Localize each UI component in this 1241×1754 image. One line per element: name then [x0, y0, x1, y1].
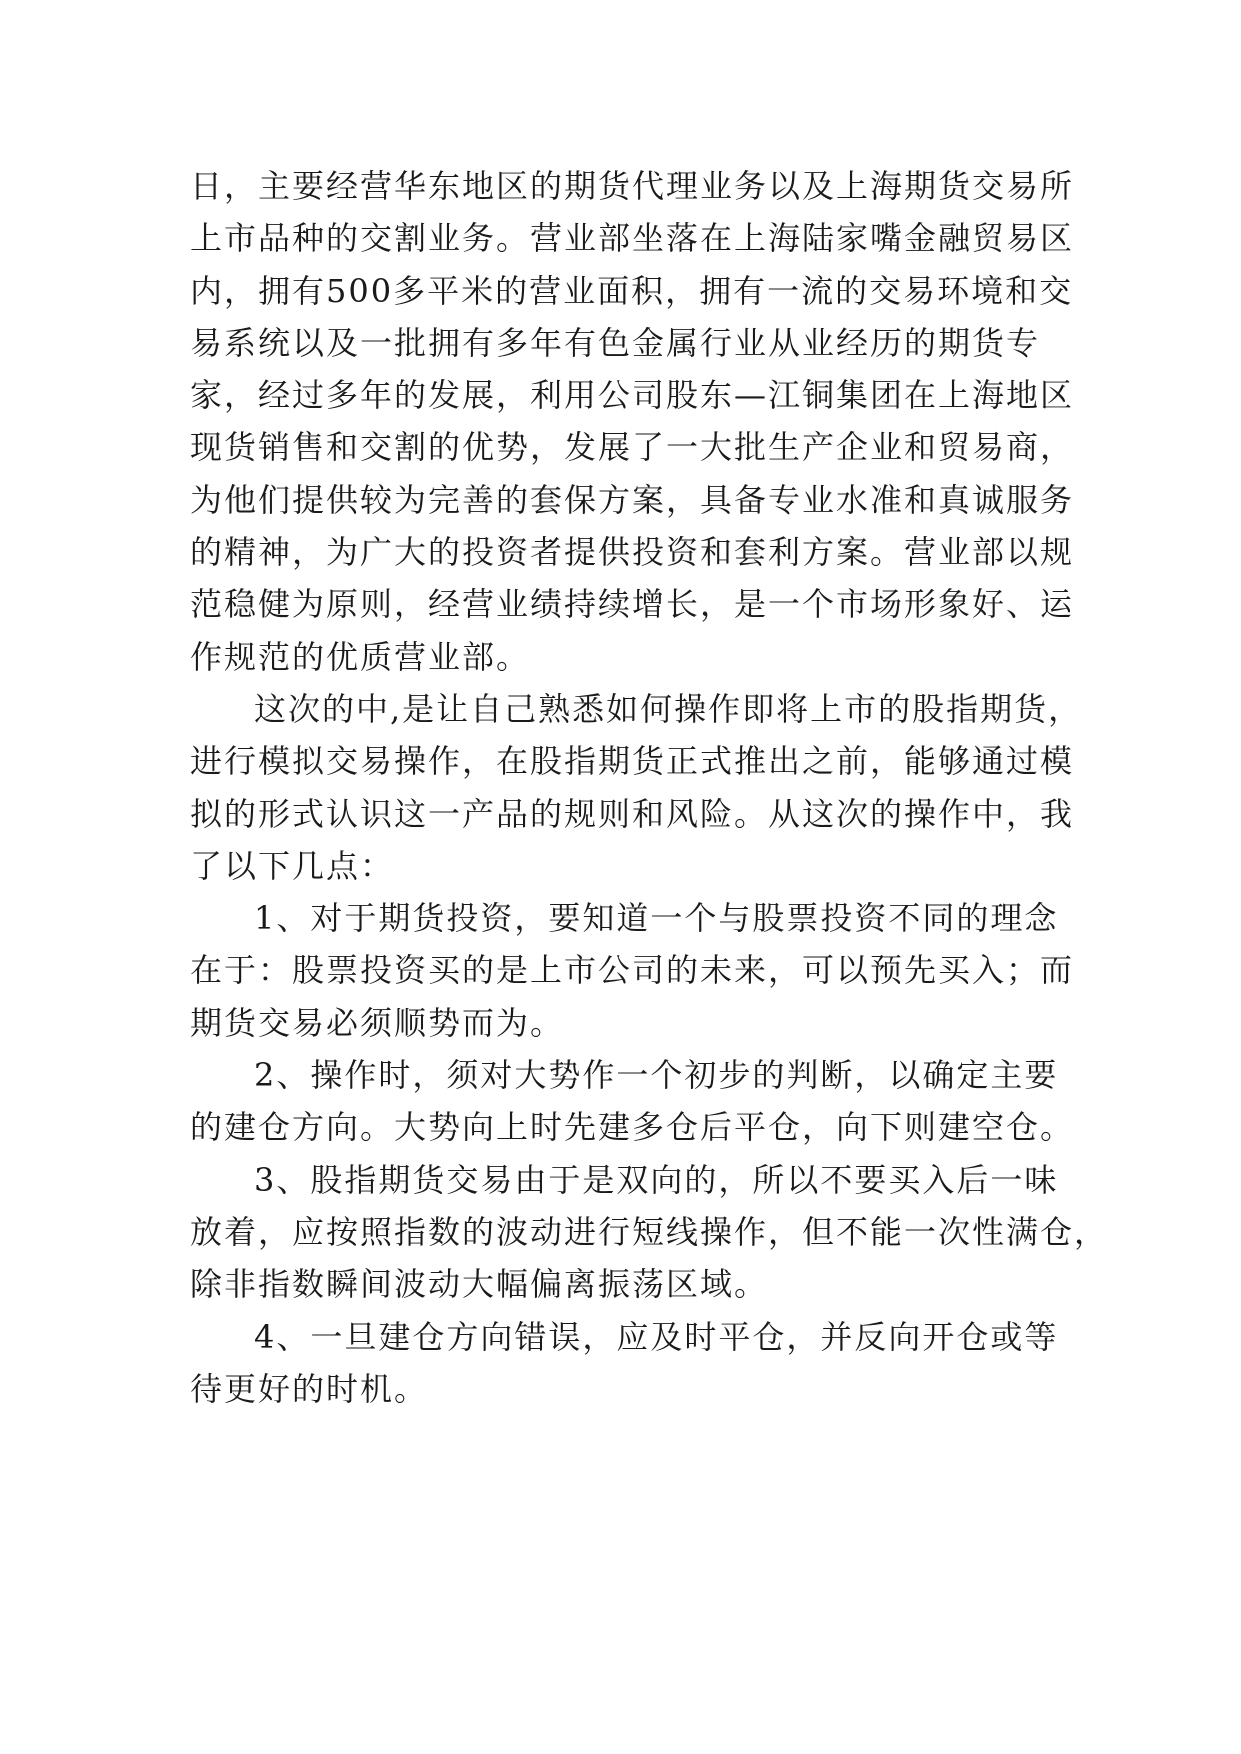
text-line: 期货交易必须顺势而为。 — [190, 1003, 565, 1042]
paragraph-point-4 — [190, 1311, 1059, 1416]
paragraph-point-3 — [190, 1154, 1109, 1311]
text-line: 家，经过多年的发展，利用公司股东—江铜集团在上海地区 — [190, 376, 1075, 415]
text-line: 现货销售和交割的优势，发展了一大批生产企业和贸易商， — [190, 428, 1075, 467]
text-line: 3、股指期货交易由于是双向的，所以不要买入后一味 — [254, 1160, 1059, 1199]
document-body — [190, 160, 1109, 1415]
text-line: 内，拥有500多平米的营业面积，拥有一流的交易环境和交 — [190, 271, 1074, 310]
text-line: 的建仓方向。大势向上时先建多仓后平仓，向下则建空仓。 — [190, 1108, 1075, 1147]
text-line: 除非指数瞬间波动大幅偏离振荡区域。 — [190, 1265, 769, 1304]
text-line: 放着，应按照指数的波动进行短线操作，但不能一次性满仓， — [190, 1212, 1109, 1251]
text-line: 2、操作时，须对大势作一个初步的判断，以确定主要 — [254, 1056, 1059, 1095]
text-line: 这次的中,是让自己熟悉如何操作即将上市的股指期货， — [254, 689, 1083, 728]
text-line: 为他们提供较为完善的套保方案，具备专业水准和真诚服务 — [190, 480, 1075, 519]
paragraph-company-intro — [190, 160, 1075, 683]
text-line: 了以下几点： — [190, 846, 395, 885]
paragraph-purpose — [190, 683, 1083, 892]
text-line: 易系统以及一批拥有多年有色金属行业从业经历的期货专 — [190, 323, 1041, 362]
paragraph-point-1 — [190, 892, 1075, 1049]
text-line: 上市品种的交割业务。营业部坐落在上海陆家嘴金融贸易区 — [190, 219, 1075, 258]
text-line: 1、对于期货投资，要知道一个与股票投资不同的理念 — [254, 899, 1059, 938]
text-line: 的精神，为广大的投资者提供投资和套利方案。营业部以规 — [190, 533, 1075, 572]
text-line: 日，主要经营华东地区的期货代理业务以及上海期货交易所 — [190, 167, 1075, 205]
text-line: 拟的形式认识这一产品的规则和风险。从这次的操作中，我 — [190, 794, 1075, 833]
paragraph-point-2 — [190, 1049, 1075, 1154]
text-line: 进行模拟交易操作，在股指期货正式推出之前，能够通过模 — [190, 742, 1075, 781]
text-line: 待更好的时机。 — [190, 1369, 429, 1408]
text-line: 在于：股票投资买的是上市公司的未来，可以预先买入；而 — [190, 951, 1075, 990]
text-line: 作规范的优质营业部。 — [190, 637, 531, 676]
text-line: 范稳健为原则，经营业绩持续增长，是一个市场形象好、运 — [190, 585, 1075, 624]
text-line: 4、一旦建仓方向错误，应及时平仓，并反向开仓或等 — [254, 1317, 1059, 1356]
